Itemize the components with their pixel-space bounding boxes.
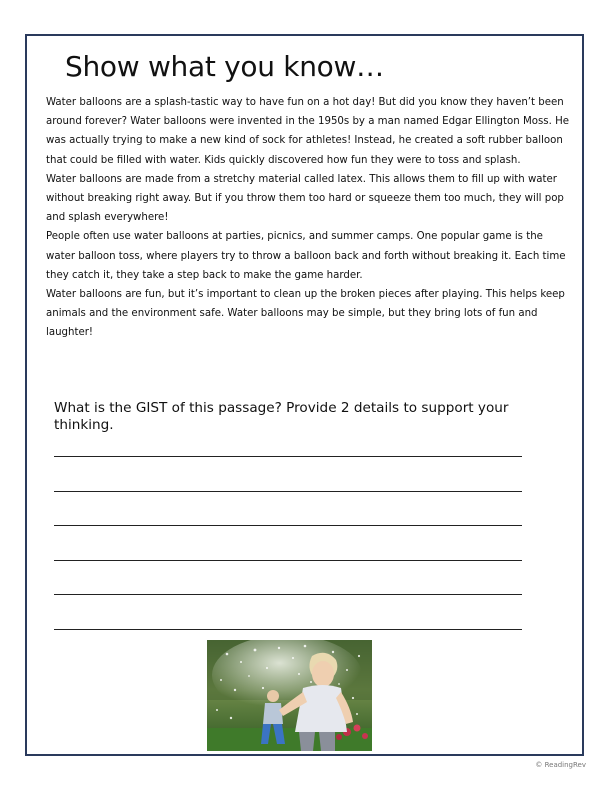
answer-line-3[interactable]	[54, 524, 522, 526]
passage-paragraph-4: Water balloons are fun, but it’s important to clean up the broken pieces after playing. This helps keep animals and the environment safe. Water balloons may be simple, but they bring lots of fun and laughter!	[46, 289, 565, 339]
answer-lines	[54, 455, 522, 663]
answer-line-4[interactable]	[54, 559, 522, 561]
answer-line-1[interactable]	[54, 455, 522, 457]
passage-paragraph-2: Water balloons are made from a stretchy material called latex. This allows them to fill up with water without breaking right away. But if you throw them too hard or squeeze them too much, they will pop and splash everywhere!	[46, 173, 564, 224]
reading-passage	[46, 93, 572, 343]
copyright-notice: © ReadingRev	[535, 761, 586, 769]
answer-line-6[interactable]	[54, 628, 522, 630]
passage-paragraph-3: People often use water balloons at parties, picnics, and summer camps. One popular game is the water balloon toss, where players try to throw a balloon back and forth without breaking it. Each time they catch it, they take a step back to make the game harder.	[46, 231, 566, 281]
answer-line-5[interactable]	[54, 593, 522, 595]
kids-water-play-photo	[207, 640, 372, 751]
passage-paragraph-1: Water balloons are a splash-tastic way to have fun on a hot day! But did you know they haven’t been around forever? Water balloons were invented in the 1950s by a man named Edgar Ellington Moss. He was actually trying to make a new kind of sock for athletes! Instead, he created a soft rubber balloon that could be filled with water. Kids quickly discovered how fun they were to toss and splash.	[46, 97, 569, 166]
page-title: Show what you know…	[65, 50, 384, 83]
answer-line-2[interactable]	[54, 490, 522, 492]
gist-question: What is the GIST of this passage? Provide 2 details to support your thinking.	[54, 400, 509, 433]
